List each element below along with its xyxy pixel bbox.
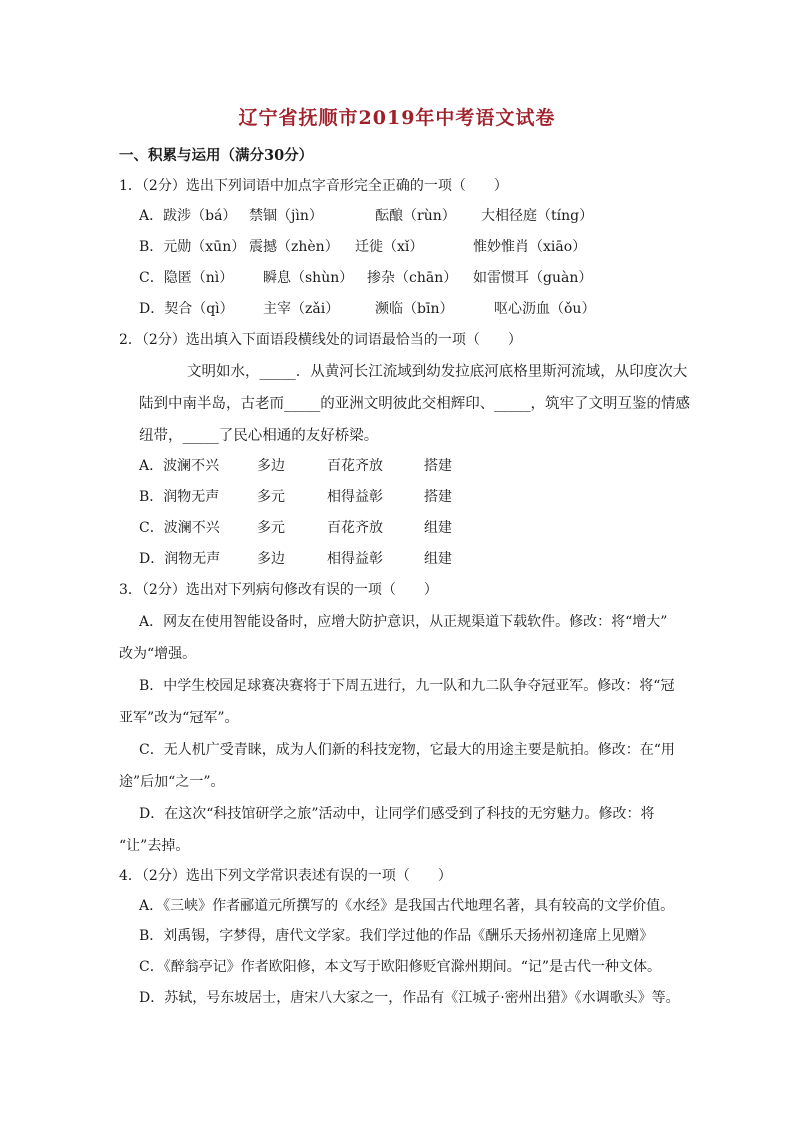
question-1-stem: 1．（2分）选出下列词语中加点字音形完全正确的一项（ ） <box>119 178 508 194</box>
option-cell: A．波澜不兴 <box>139 458 220 474</box>
option-cell: B．元勋（xūn） <box>139 239 246 255</box>
question-3-option-a: A．网友在使用智能设备时，应增大防护意识，从正规渠道下载软件。修改：将“增大” <box>139 614 668 630</box>
question-2-stem: 2．（2分）选出填入下面语段横线处的词语最恰当的一项（ ） <box>119 332 522 348</box>
option-cell: D．契合（qì） <box>139 301 234 317</box>
option-cell: C．隐匿（nì） <box>139 270 234 286</box>
section-heading: 一、积累与运用（满分30分） <box>119 147 314 164</box>
option-cell: 呕心沥血（ǒu） <box>494 301 596 317</box>
option-cell: 相得益彰 <box>327 551 383 567</box>
option-cell: 震撼（zhèn） <box>249 239 339 255</box>
passage-line: 纽带，_____了民心相通的友好桥梁。 <box>139 428 379 444</box>
option-cell: 多边 <box>257 458 285 474</box>
option-cell: 搭建 <box>424 458 452 474</box>
option-cell: 禁锢（jìn） <box>249 208 323 224</box>
option-cell: 迁徙（xǐ） <box>355 239 424 255</box>
option-cell: 组建 <box>424 520 452 536</box>
option-cell: A．跋涉（bá） <box>139 208 237 224</box>
option-cell: 主宰（zǎi） <box>263 301 340 317</box>
option-continuation: 途”后加“之一”。 <box>119 774 225 790</box>
question-4-option-c: C．《醉翁亭记》作者欧阳修，本文写于欧阳修贬官滁州期间。“记”是古代一种文体。 <box>139 959 662 975</box>
option-cell: C．波澜不兴 <box>139 520 220 536</box>
question-4-option-a: A．《三峡》作者郦道元所撰写的《水经》是我国古代地理名著，具有较高的文学价值。 <box>139 898 675 914</box>
question-4-stem: 4．（2分）选出下列文学常识表述有误的一项（ ） <box>119 868 452 884</box>
option-cell: D．润物无声 <box>139 551 221 567</box>
passage-line: 陆到中南半岛，古老而_____的亚洲文明彼此交相辉印、_____，筑牢了文明互鉴的情感 <box>139 396 690 412</box>
option-cell: 多元 <box>257 489 285 505</box>
option-cell: 濒临（bīn） <box>375 301 454 317</box>
option-cell: 酝酿（rùn） <box>375 208 456 224</box>
option-cell: 大相径庭（tíng） <box>481 208 594 224</box>
option-cell: 瞬息（shùn） <box>263 270 354 286</box>
question-3-option-b: B．中学生校园足球赛决赛将于下周五进行，九一队和九二队争夺冠亚军。修改：将“冠 <box>139 678 675 694</box>
option-cell: 如雷惯耳（guàn） <box>473 270 593 286</box>
option-cell: 搭建 <box>424 489 452 505</box>
question-3-option-d: D．在这次“科技馆研学之旅”活动中，让同学们感受到了科技的无穷魅力。修改：将 <box>139 806 655 822</box>
option-continuation: “让”去掉。 <box>119 838 190 854</box>
passage-line: 文明如水，_____．从黄河长江流域到幼发拉底河底格里斯河流域，从印度次大 <box>187 364 688 380</box>
question-3-option-c: C．无人机广受青睐，成为人们新的科技宠物，它最大的用途主要是航拍。修改：在“用 <box>139 742 675 758</box>
option-continuation: 亚军”改为“冠军”。 <box>119 710 239 726</box>
option-continuation: 改为“增强。 <box>119 646 197 662</box>
exam-title: 辽宁省抚顺市2019年中考语文试卷 <box>238 107 556 129</box>
option-cell: 掺杂（chān） <box>367 270 458 286</box>
option-cell: 组建 <box>424 551 452 567</box>
option-cell: 百花齐放 <box>327 458 383 474</box>
question-4-option-d: D．苏轼，号东坡居士，唐宋八大家之一，作品有《江城子·密州出猎》《水调歌头》等。 <box>139 990 680 1006</box>
question-4-option-b: B．刘禹锡，字梦得，唐代文学家。我们学过他的作品《酬乐天扬州初逢席上见赠》 <box>139 928 654 944</box>
option-cell: B．润物无声 <box>139 489 220 505</box>
option-cell: 惟妙惟肖（xiāo） <box>473 239 587 255</box>
option-cell: 百花齐放 <box>327 520 383 536</box>
question-3-stem: 3．（2分）选出对下列病句修改有误的一项（ ） <box>119 582 438 598</box>
option-cell: 相得益彰 <box>327 489 383 505</box>
option-cell: 多元 <box>257 520 285 536</box>
option-cell: 多边 <box>257 551 285 567</box>
